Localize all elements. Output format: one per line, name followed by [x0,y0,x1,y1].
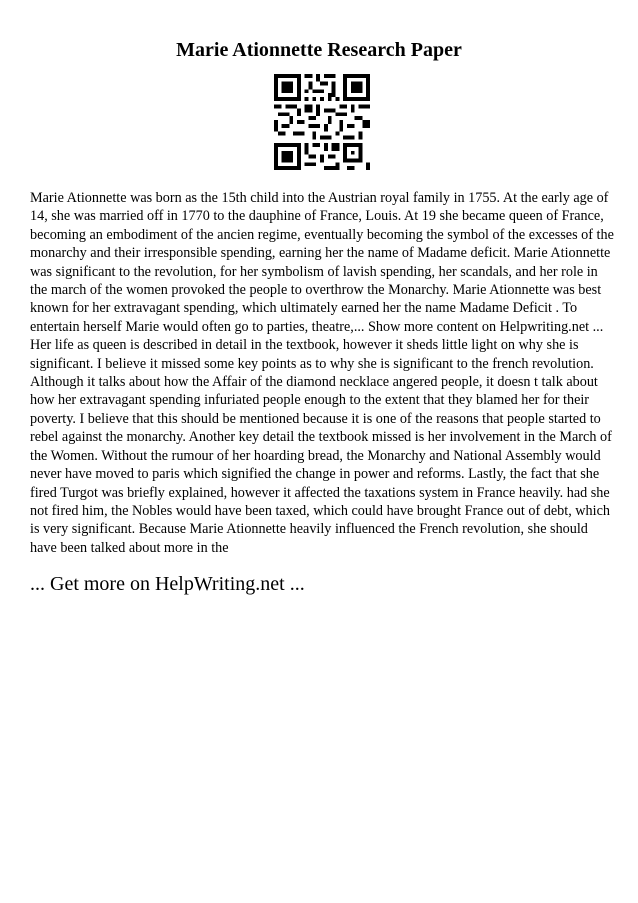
paragraph: Marie Ationnette was born as the 15th child into the Austrian royal family in 1755. At the early age of 14, she was married off in 1770 to the dauphine of France, Louis. At 19 she became queen of France, becoming an embodiment of the ancien regime, eventually becoming the symbol of the excesses of the monarchy and their irresponsible spending, earning her the name of Madame deficit. Marie Ationnette was significant to the revolution, for her symbolism of lavish spending, her scandals, and her role in the march of the women provoked the people to overthrow the Monarchy. Marie Ationnette was best known for her extravagant spending, which ultimately earned her the name Madame Deficit . To entertain herself Marie would often go to parties, theatre,... Show more content on Helpwriting.net ... [30,190,614,335]
document-title: Marie Ationnette Research Paper [176,39,462,61]
qr-code-icon[interactable] [274,74,370,170]
qr-code-graphic [274,74,370,170]
paragraph: Her life as queen is described in detail in the textbook, however it sheds little light on why she is significant. I believe it missed some key points as to why she is significant to the french revolution. Although it talks about how the Affair of the diamond necklace angered people, it doesn t talk about how her extravagant spending infuriated people enough to the extent that they blamed her for their poverty. I believe that this should be mentioned because it is one of the reasons that people started to rebel against the monarchy. Another key detail the textbook missed is her involvement in the March of the Women. Without the rumour of her hoarding bread, the Monarchy and National Assembly would never have moved to paris which signified the change in power and reforms. Lastly, the fact that she fired Turgot was briefly explained, however it affected the taxations system in France heavily. had she not fired him, the Nobles would have been taxed, which could have brought France out of debt, which is very significant. Because Marie Ationnette heavily influenced the French revolution, she should have been talked about more in the [30,337,612,556]
get-more-link[interactable]: ... Get more on HelpWriting.net ... [30,573,305,595]
article-body [30,189,616,557]
